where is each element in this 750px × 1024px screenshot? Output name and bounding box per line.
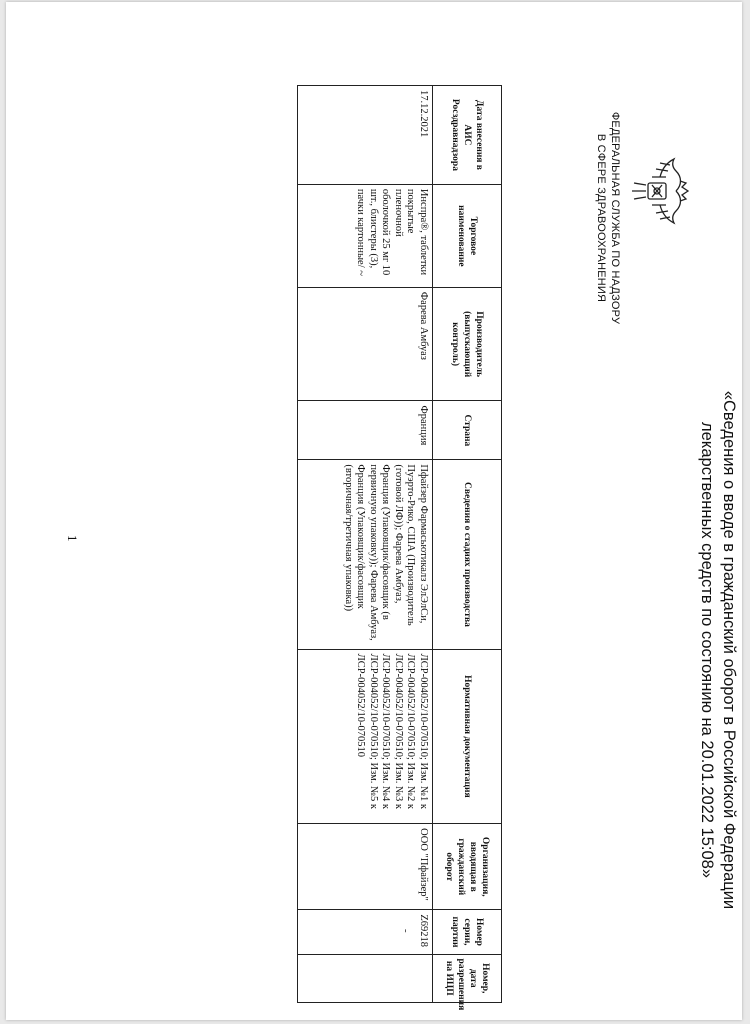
header-country: Страна [433, 401, 502, 460]
cell-date: 17.12.2021 [298, 86, 433, 185]
header-production-stages: Сведения о стадиях производства [433, 460, 502, 649]
header-series-number: Номер серии, партии [433, 910, 502, 954]
cell-trade-name: Инспра®, таблетки покрытые пленочной оболочкой 25 мг 10 шт., блистеры (3), пачки картонные/ ~ [298, 184, 433, 287]
cell-permit [298, 954, 433, 1002]
page-number: 1 [65, 535, 80, 542]
header-manufacturer: Производитель (выпускающий контроль) [433, 287, 502, 401]
header-permit: Номер, дата разрешения на ИЦП [433, 954, 502, 1002]
cell-series-number: Z69218 [298, 910, 433, 954]
registry-table [297, 85, 502, 1011]
cell-production-stages: Пфайзер Фармасьютикалз ЭлЭлСи, Пуэрто-Рико, США (Производитель (готовой ЛФ)); Фарева Амбуаз, Франция (Упаковщик/фасовщик (в первичную упаковку)); Фарева Амбуаз, Франция (Упаковщик/фасовщик (вторичная/третичная упаковка)) [298, 460, 433, 649]
header-trade-name: Торговое наименование [433, 184, 502, 287]
stray-mark: - [400, 929, 412, 933]
cell-normative-docs: ЛСР-004052/10-070510; Изм. №1 к ЛСР-004052/10-070510; Изм. №2 к ЛСР-004052/10-070510; Изм. №3 к ЛСР-004052/10-070510; Изм. №4 к ЛСР-004052/10-070510; Изм. №5 к ЛСР-004052/10-070510 [298, 649, 433, 824]
header-organization: Организация, вводящая в гражданский оборот [433, 824, 502, 910]
header-normative-docs: Нормативная документация [433, 649, 502, 824]
agency-name [594, 108, 622, 328]
document-page [6, 2, 742, 1020]
rotated-page-content [6, 2, 742, 1020]
agency-name-line2: В СФЕРЕ ЗДРАВООХРАНЕНИЯ [595, 133, 607, 303]
cell-country: Франция [298, 401, 433, 460]
cell-manufacturer: Фарева Амбуаз [298, 287, 433, 401]
header-date: Дата внесения в АИС Росздравнадзора [433, 86, 502, 185]
table-row [298, 86, 433, 1003]
cell-organization: ООО "Пфайзер" [298, 824, 433, 910]
table-header-row [433, 86, 502, 1003]
document-title: «Сведения о вводе в гражданский оборот в Российской Федерации лекарственных средств по состоянию на 20.01.2022 15:08» [698, 390, 738, 910]
agency-name-line1: ФЕДЕРАЛЬНАЯ СЛУЖБА ПО НАДЗОРУ [609, 111, 621, 325]
double-headed-eagle-emblem-icon [626, 155, 690, 227]
